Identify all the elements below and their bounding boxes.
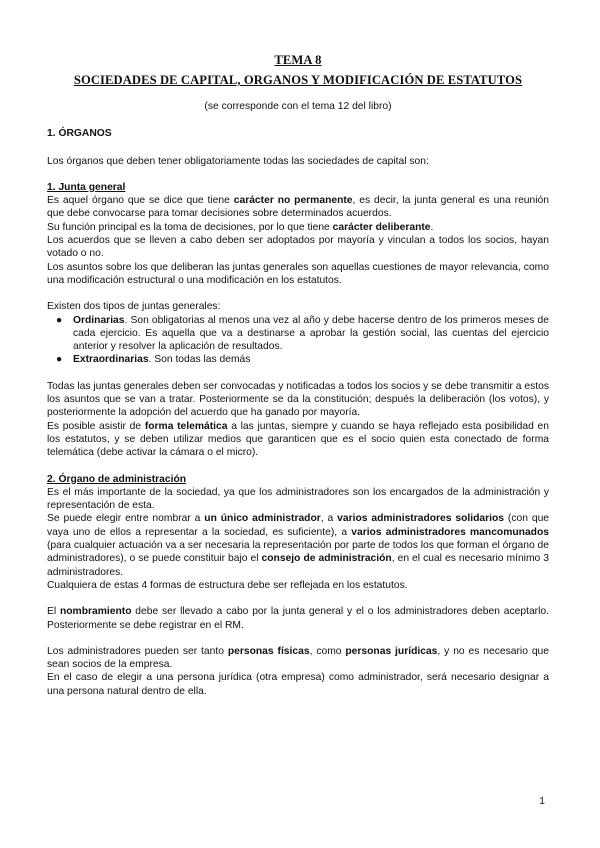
section-intro: Los órganos que deben tener obligatoriamente todas las sociedades de capital son: <box>47 155 429 167</box>
junta-types-intro: Existen dos tipos de juntas generales: <box>47 301 221 313</box>
junta-types-list <box>47 314 549 367</box>
bullet-icon: ● <box>56 354 63 366</box>
section-heading-organos: 1. ÓRGANOS <box>47 128 112 140</box>
junta-paragraph-5: Todas las juntas generales deben ser convocadas y notificadas a todos los socios y se debe transmitir a estos los asuntos que se van a tratar. Posteriormente se da la constitución; después la deliberación (los votos), y posteriormente la adopción del acuerdo que ha ganado por mayoría. <box>47 380 549 419</box>
subsection-heading-junta-general: 1. Junta general <box>47 181 126 193</box>
subsection-heading-organo-administracion: 2. Órgano de administración <box>47 473 187 485</box>
page-number: 1 <box>539 796 545 807</box>
page-content <box>47 52 549 698</box>
junta-paragraph-2: Su función principal es la toma de decisiones, por lo que tiene carácter deliberante. <box>47 221 434 233</box>
admin-paragraph-5: Los administradores pueden ser tanto personas físicas, como personas jurídicas, y no es necesario que sean socios de la empresa. <box>47 645 550 671</box>
junta-paragraph-6: Es posible asistir de forma telemática a las juntas, siempre y cuando se haya reflejado esta posibilidad en los estatutos, y se deben utilizar medios que garanticen que es el socio quien esta conectado de forma telemática (debe activar la cámara o el micro). <box>47 420 549 459</box>
admin-paragraph-4: El nombramiento debe ser llevado a cabo por la junta general y el o los administradores deben aceptarlo. Posteriormente se debe registrar en el RM. <box>47 606 549 631</box>
topic-title: TEMA 8 <box>274 53 322 67</box>
junta-paragraph-3: Los acuerdos que se lleven a cabo deben ser adoptados por mayoría y vinculan a todos los socios, hayan votado o no. <box>47 235 549 260</box>
list-item-ordinarias: ● Ordinarias. Son obligatorias al menos una vez al año y debe hacerse dentro de los primeros meses de cada ejercicio. Es aquella que va a destinarse a aprobar la gestión social, las cuentas del ejercicio anterior y resolver la aplicación de resultados. <box>56 314 549 353</box>
document-title: SOCIEDADES DE CAPITAL, ORGANOS Y MODIFICACIÓN DE ESTATUTOS <box>73 73 523 87</box>
junta-paragraph-4: Los asuntos sobre los que deliberan las juntas generales son aquellas cuestiones de mayor relevancia, como una modificación estructural o una modificación en los estatutos. <box>47 261 549 286</box>
list-item-extraordinarias: ● Extraordinarias. Son todas las demás <box>56 354 251 366</box>
admin-paragraph-1: Es el más importante de la sociedad, ya que los administradores son los encargados de la administración y representación de esta. <box>47 486 549 512</box>
book-reference-note: (se corresponde con el tema 12 del libro) <box>204 101 392 112</box>
admin-paragraph-2: Se puede elegir entre nombrar a un único administrador, a varios administradores solidarios (con que vaya uno de ellos a representar a la sociedad, es suficiente), a varios administradores mancomunados (para cualquier actuación va a ser necesaria la representación por parte de todos los que forman el órgano de administradores), o se puede constituir bajo el consejo de administración, en el cual es necesario mínimo 3 administradores. <box>47 513 550 578</box>
junta-paragraph-1: Es aquel órgano que se dice que tiene carácter no permanente, es decir, la junta general es una reunión que debe convocarse para tomar decisiones sobre determinados acuerdos. <box>47 195 549 220</box>
bullet-icon: ● <box>56 314 63 326</box>
admin-paragraph-3: Cualquiera de estas 4 formas de estructura debe ser reflejada en los estatutos. <box>47 579 408 591</box>
admin-paragraph-6: En el caso de elegir a una persona jurídica (otra empresa) como administrador, será necesario designar a una persona natural dentro de ella. <box>47 672 549 697</box>
